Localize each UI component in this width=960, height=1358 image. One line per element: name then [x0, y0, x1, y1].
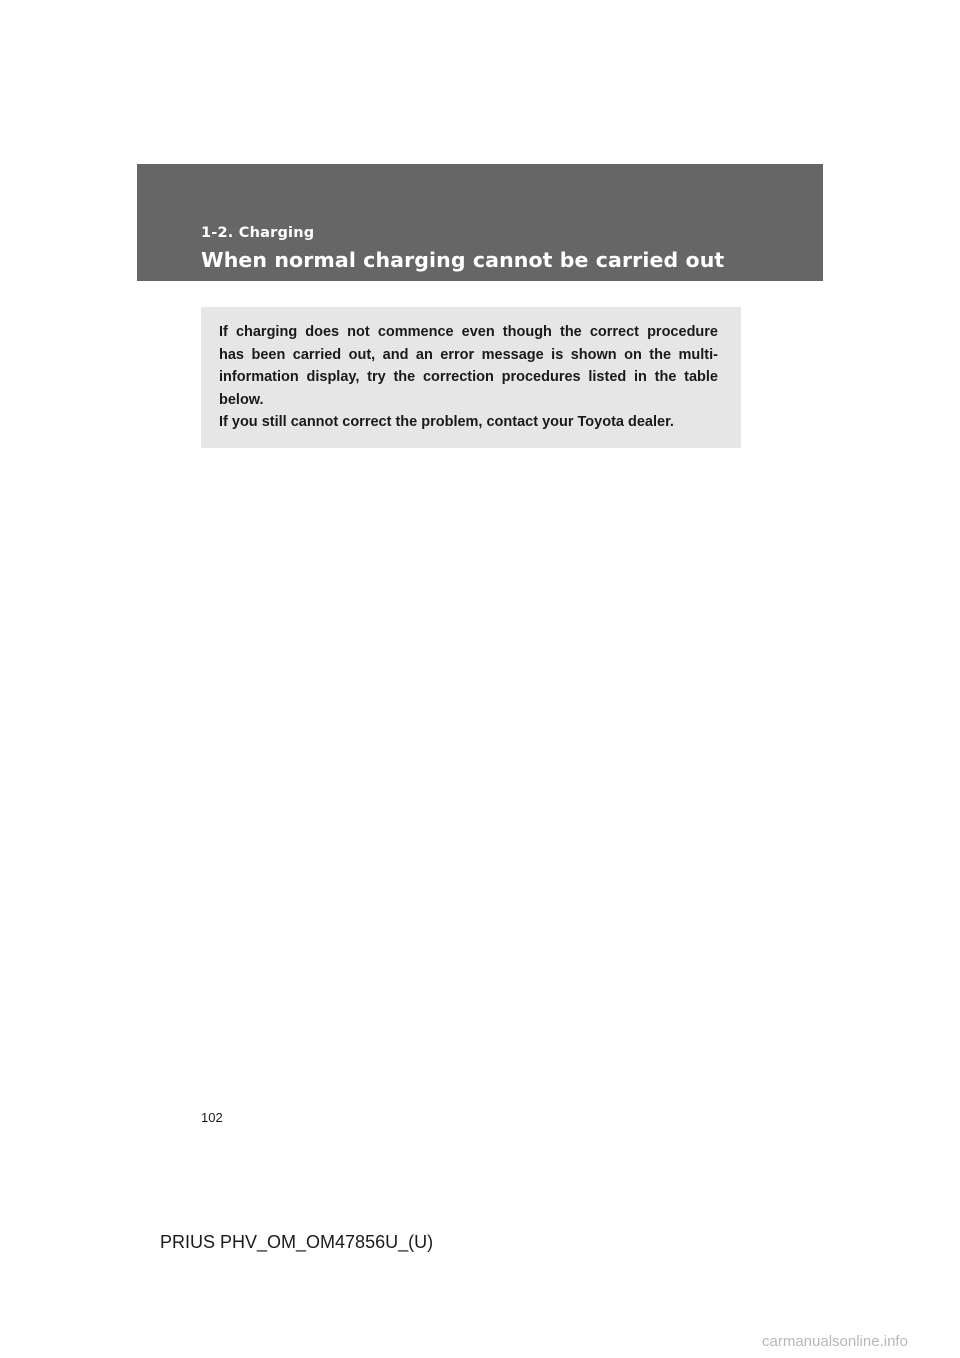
page-title: When normal charging cannot be carried out	[201, 248, 725, 272]
intro-text-line: information display, try the correction procedures listed in the table	[219, 369, 718, 386]
intro-text-line: has been carried out, and an error message is shown on the multi-	[219, 346, 718, 363]
intro-text-line: below.	[219, 391, 264, 408]
section-header-band	[137, 164, 823, 281]
section-label: 1-2. Charging	[201, 225, 315, 241]
intro-text-line: If charging does not commence even though the correct procedure	[219, 324, 718, 340]
intro-note-box	[201, 307, 741, 448]
page-number: 102	[201, 1110, 223, 1125]
document-id: PRIUS PHV_OM_OM47856U_(U)	[160, 1232, 434, 1252]
watermark: carmanualsonline.info	[762, 1333, 908, 1350]
intro-text-line: If you still cannot correct the problem, contact your Toyota dealer.	[219, 414, 674, 431]
